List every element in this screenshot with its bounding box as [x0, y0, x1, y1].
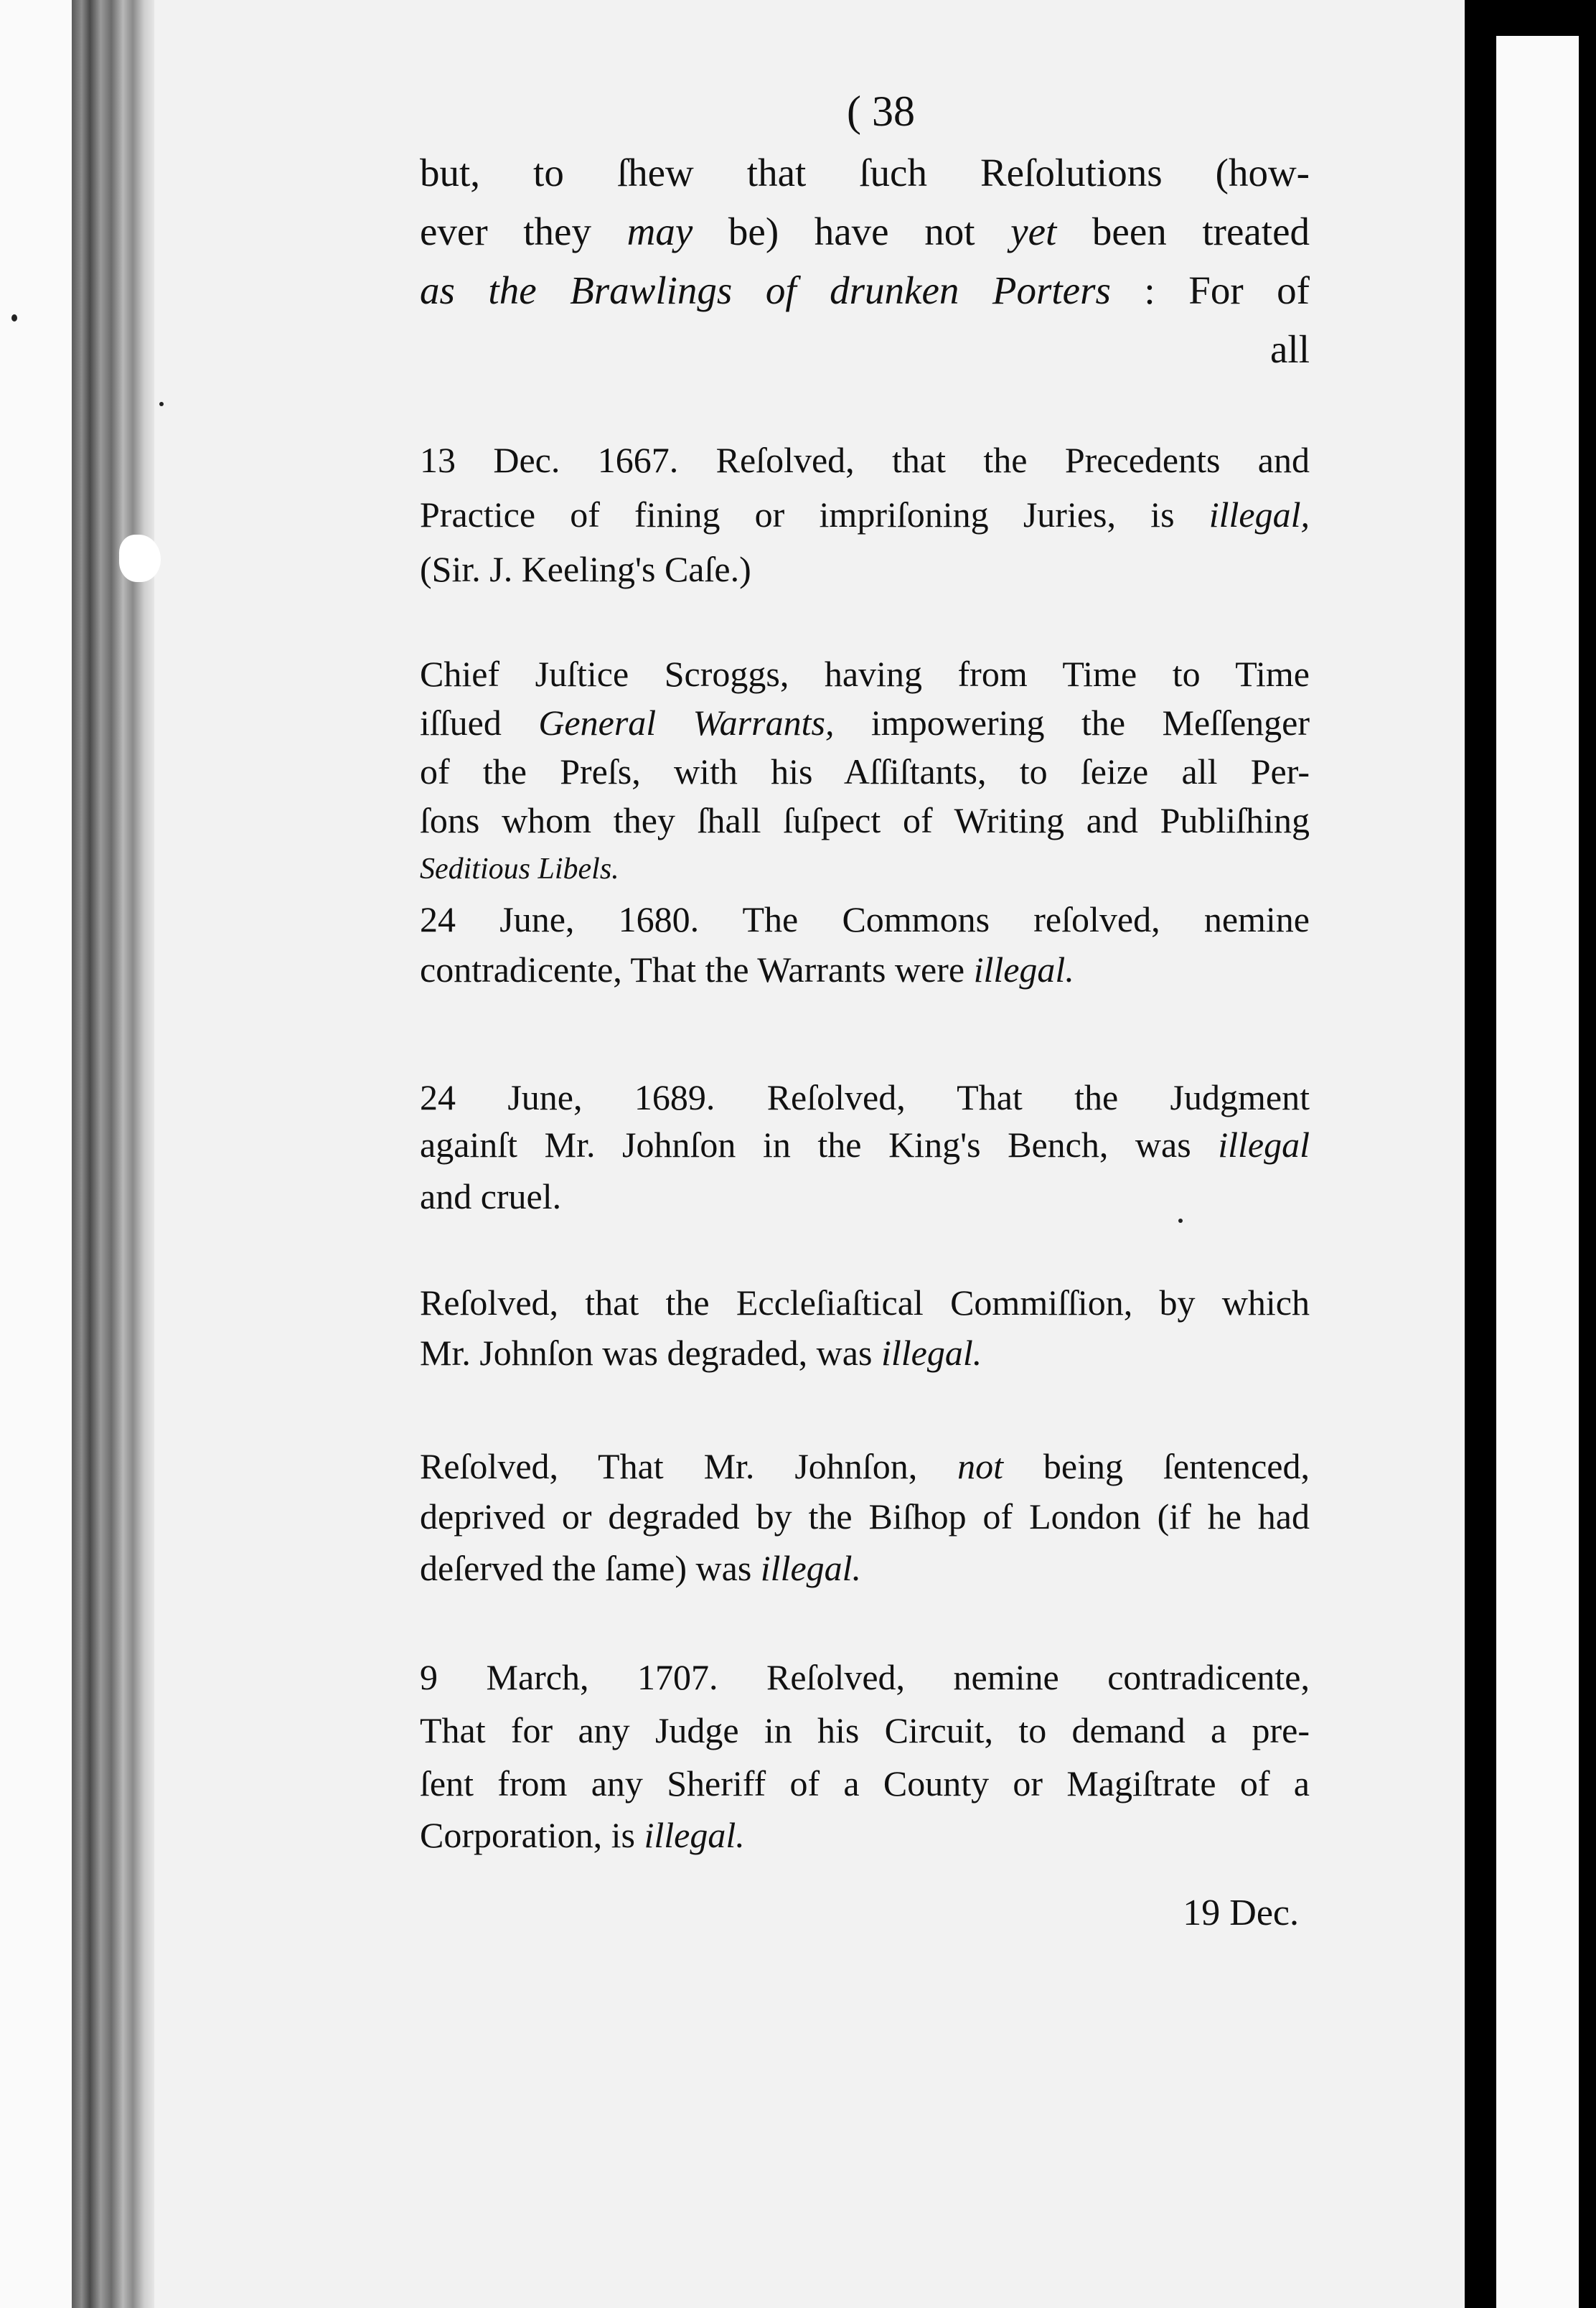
- entry-4-line-3: and cruel.: [420, 1176, 562, 1216]
- entry-7-line-3: ſent from any Sheriff of a County or Magiſtrate of a: [420, 1763, 1310, 1803]
- entry-3-line-1: 24 June, 1680. The Commons reſolved, nemine: [420, 899, 1310, 939]
- entry-7-line-1: 9 March, 1707. Reſolved, nemine contradicente,: [420, 1657, 1310, 1697]
- page-number: ( 38: [847, 88, 915, 135]
- opening-line-2: ever they may be) have not yet been treated: [420, 210, 1310, 253]
- entry-6-line-2: deprived or degraded by the Biſhop of London (if he had: [420, 1496, 1310, 1537]
- entry-1-line-2: Practice of fining or impriſoning Juries, is illegal,: [420, 494, 1310, 535]
- entry-6-line-3: deſerved the ſame) was illegal.: [420, 1548, 862, 1588]
- entry-6-line-1: Reſolved, That Mr. Johnſon, not being ſentenced,: [420, 1446, 1310, 1486]
- entry-4-line-1: 24 June, 1689. Reſolved, That the Judgment: [420, 1077, 1310, 1117]
- entry-2-line-2: iſſued General Warrants, impowering the Meſſenger: [420, 703, 1310, 743]
- entry-7-line-4: Corporation, is illegal.: [420, 1815, 745, 1855]
- paper-blotch: [119, 535, 161, 582]
- speck-mark: [159, 402, 164, 406]
- entry-4-line-2: againſt Mr. Johnſon in the King's Bench, was illegal: [420, 1125, 1310, 1165]
- book-gutter: [72, 0, 154, 2308]
- speck-mark: [11, 314, 17, 322]
- facing-page-edge: [1496, 36, 1579, 2308]
- opening-line-3: as the Brawlings of drunken Porters : For of: [420, 268, 1310, 312]
- opening-line-1: but, to ſhew that ſuch Reſolutions (how-: [420, 151, 1310, 194]
- entry-2-line-4: ſons whom they ſhall ſuſpect of Writing and Publiſhing: [420, 800, 1310, 840]
- entry-5-line-2: Mr. Johnſon was degraded, was illegal.: [420, 1333, 982, 1373]
- entry-2-line-5: Seditious Libels.: [420, 853, 619, 886]
- left-margin: [0, 0, 72, 2308]
- entry-2-line-3: of the Preſs, with his Aſſiſtants, to ſeize all Per-: [420, 751, 1310, 792]
- entry-1-line-1: 13 Dec. 1667. Reſolved, that the Precedents and: [420, 440, 1310, 480]
- entry-5-line-1: Reſolved, that the Eccleſiaſtical Commiſſion, by which: [420, 1282, 1310, 1323]
- opening-line-4: all: [1270, 327, 1310, 371]
- entry-1-line-3: (Sir. J. Keeling's Caſe.): [420, 549, 751, 589]
- entry-2-line-1: Chief Juſtice Scroggs, having from Time to Time: [420, 654, 1310, 694]
- entry-7-line-2: That for any Judge in his Circuit, to demand a pre-: [420, 1710, 1310, 1750]
- entry-3-line-2: contradicente, That the Warrants were illegal.: [420, 949, 1074, 990]
- catchword: 19 Dec.: [1183, 1892, 1299, 1933]
